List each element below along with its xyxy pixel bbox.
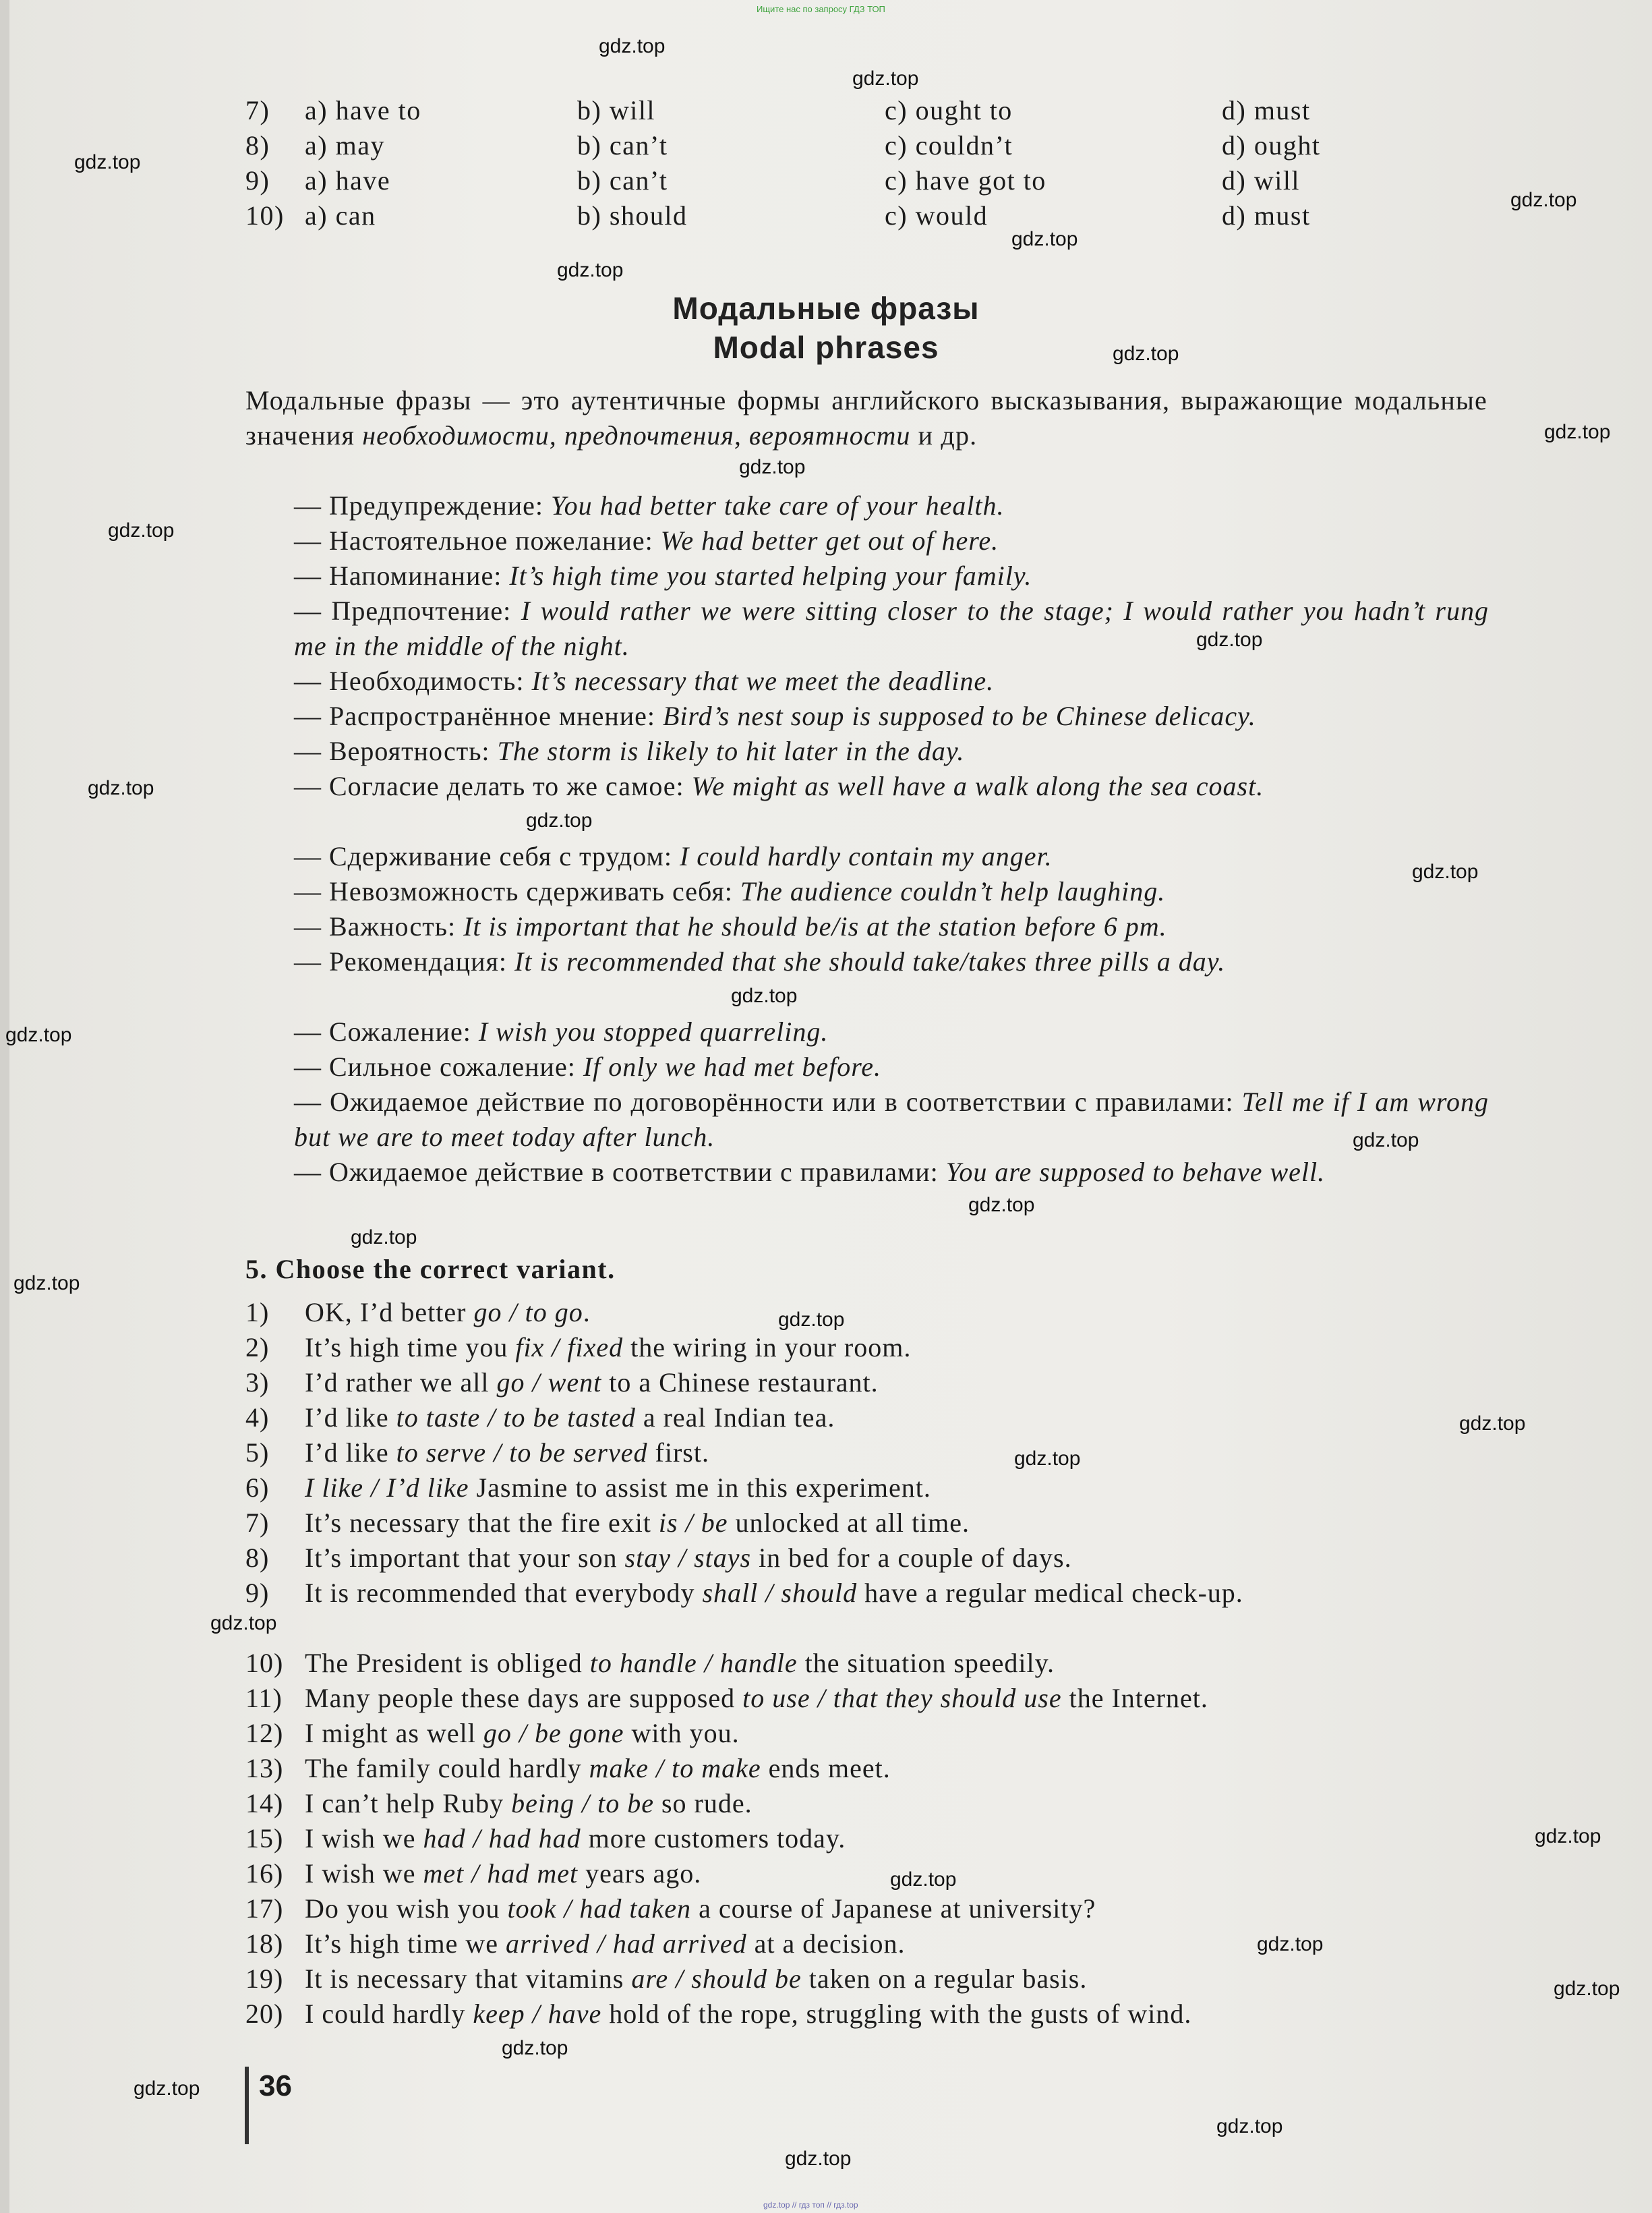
item-number: 15) xyxy=(245,1823,284,1853)
phrase-item xyxy=(294,1014,1489,1050)
exercise-item xyxy=(245,1856,1493,1891)
option-d: d) will xyxy=(1222,165,1301,196)
bottom-banner[interactable]: gdz.top // гдз топ // гдз.top xyxy=(763,2200,858,2210)
phrase-example: You are supposed to behave well. xyxy=(945,1157,1326,1187)
item-text-after: first. xyxy=(655,1437,709,1468)
watermark[interactable]: gdz.top xyxy=(890,1868,957,1891)
phrase-item xyxy=(294,909,1489,944)
option-d: d) ought xyxy=(1222,130,1321,161)
item-text: It’s important that your son xyxy=(305,1543,618,1573)
phrase-label: — Сильное сожаление: xyxy=(294,1052,576,1082)
item-text: I’d like xyxy=(305,1437,389,1468)
watermark[interactable]: gdz.top xyxy=(1113,343,1179,365)
item-text: I’d like xyxy=(305,1402,389,1433)
phrase-label: — Предпочтение: xyxy=(294,596,512,626)
item-text-after: unlocked at all time. xyxy=(735,1507,970,1538)
item-text: Do you wish you xyxy=(305,1893,500,1924)
watermark[interactable]: gdz.top xyxy=(968,1194,1035,1216)
item-text: I might as well xyxy=(305,1718,476,1748)
item-number: 2) xyxy=(245,1332,270,1362)
exercise-item xyxy=(245,1295,1493,1330)
item-text-after: years ago. xyxy=(585,1858,702,1889)
phrase-label: — Согласие делать то же самое: xyxy=(294,771,684,801)
item-options: make / to make xyxy=(589,1753,761,1783)
item-number: 13) xyxy=(245,1753,284,1783)
item-text: It’s high time you xyxy=(305,1332,508,1362)
item-options: took / had taken xyxy=(507,1893,692,1924)
watermark[interactable]: gdz.top xyxy=(1011,228,1078,250)
option-b: b) can’t xyxy=(577,130,668,161)
item-text: I can’t help Ruby xyxy=(305,1788,504,1818)
phrase-example: It is recommended that she should take/takes three pills a day. xyxy=(514,946,1226,977)
phrase-example: I wish you stopped quarreling. xyxy=(478,1016,829,1047)
item-options: is / be xyxy=(658,1507,728,1538)
phrase-example: Bird’s nest soup is supposed to be Chinese delicacy. xyxy=(663,701,1256,731)
item-options: met / had met xyxy=(423,1858,579,1889)
exercise-item xyxy=(245,1470,1493,1505)
phrase-item xyxy=(294,594,1489,664)
phrase-example: It’s necessary that we meet the deadline. xyxy=(531,666,995,696)
item-options: to taste / to be tasted xyxy=(396,1402,636,1433)
phrase-label: — Распространённое мнение: xyxy=(294,701,655,731)
item-text: The President is obliged xyxy=(305,1648,583,1678)
phrase-item xyxy=(294,523,1489,558)
intro-italic: необходимости, предпочтения, вероятности xyxy=(362,420,911,451)
intro-paragraph xyxy=(245,383,1487,453)
option-a: a) can xyxy=(305,200,376,231)
option-d: d) must xyxy=(1222,95,1311,125)
watermark[interactable]: gdz.top xyxy=(1412,861,1479,883)
watermark[interactable]: gdz.top xyxy=(785,2148,852,2170)
option-a: a) may xyxy=(305,130,385,161)
option-b: b) will xyxy=(577,95,656,125)
watermark[interactable]: gdz.top xyxy=(852,67,919,90)
exercise-item xyxy=(245,1961,1493,1996)
item-text: Many people these days are supposed xyxy=(305,1683,736,1713)
watermark[interactable]: gdz.top xyxy=(1216,2115,1283,2137)
phrase-label: — Вероятность: xyxy=(294,736,490,766)
item-options: to serve / to be served xyxy=(396,1437,648,1468)
phrase-label: — Важность: xyxy=(294,911,456,942)
item-options: to handle / handle xyxy=(589,1648,798,1678)
item-options: keep / have xyxy=(473,1999,602,2029)
item-text: It’s high time we xyxy=(305,1928,498,1959)
item-options: stay / stays xyxy=(624,1543,752,1573)
watermark[interactable]: gdz.top xyxy=(526,809,593,832)
item-text-after: the wiring in your room. xyxy=(630,1332,912,1362)
phrase-example: We had better get out of here. xyxy=(660,525,999,556)
item-number: 16) xyxy=(245,1858,284,1889)
task-title: 5. Choose the correct variant. xyxy=(245,1254,616,1284)
exercise-item xyxy=(245,1435,1493,1470)
item-options: being / to be xyxy=(511,1788,654,1818)
item-number: 10) xyxy=(245,1648,284,1678)
item-text: It is necessary that vitamins xyxy=(305,1963,624,1994)
top-banner[interactable]: Ищите нас по запросу ГДЗ ТОП xyxy=(757,4,885,14)
phrase-item xyxy=(294,664,1489,699)
intro-end: и др. xyxy=(918,420,978,451)
item-text-after: at a decision. xyxy=(754,1928,906,1959)
watermark[interactable]: gdz.top xyxy=(599,35,666,57)
option-b: b) should xyxy=(577,200,688,231)
item-text-after: a real Indian tea. xyxy=(643,1402,835,1433)
phrase-example: The storm is likely to hit later in the day. xyxy=(497,736,965,766)
watermark[interactable]: gdz.top xyxy=(778,1309,845,1331)
phrase-example: I would rather we were sitting closer to the stage; I would rather you hadn’t rung me in the middle of the night. xyxy=(294,596,1489,661)
phrase-example: I could hardly contain my anger. xyxy=(679,841,1053,871)
item-text-after: with you. xyxy=(631,1718,740,1748)
item-number: 17) xyxy=(245,1893,284,1924)
watermark[interactable]: gdz.top xyxy=(108,519,175,542)
watermark[interactable]: gdz.top xyxy=(1257,1933,1324,1955)
item-options: I like / I’d like xyxy=(305,1472,469,1503)
item-number: 12) xyxy=(245,1718,284,1748)
phrase-example: If only we had met before. xyxy=(583,1052,882,1082)
item-number: 3) xyxy=(245,1367,270,1398)
item-number: 8) xyxy=(245,1543,270,1573)
phrase-example: We might as well have a walk along the sea coast. xyxy=(691,771,1264,801)
watermark[interactable]: gdz.top xyxy=(731,985,798,1007)
phrase-example: You had better take care of your health. xyxy=(551,490,1005,521)
exercise-item xyxy=(245,1751,1493,1786)
watermark[interactable]: gdz.top xyxy=(1196,629,1263,651)
item-number: 19) xyxy=(245,1963,284,1994)
item-text-after: in bed for a couple of days. xyxy=(759,1543,1072,1573)
item-options: go / went xyxy=(496,1367,602,1398)
section-title-ru: Модальные фразы xyxy=(672,291,980,326)
watermark[interactable]: gdz.top xyxy=(210,1612,277,1634)
item-number: 8) xyxy=(245,130,270,161)
item-options: had / had had xyxy=(423,1823,581,1853)
item-number: 9) xyxy=(245,165,270,196)
item-text: I’d rather we all xyxy=(305,1367,490,1398)
watermark[interactable]: gdz.top xyxy=(1544,421,1611,443)
watermark[interactable]: gdz.top xyxy=(1014,1447,1081,1470)
option-b: b) can’t xyxy=(577,165,668,196)
item-number: 18) xyxy=(245,1928,284,1959)
item-options: arrived / had arrived xyxy=(505,1928,747,1959)
item-text: It is recommended that everybody xyxy=(305,1578,695,1608)
item-text-after: taken on a regular basis. xyxy=(808,1963,1088,1994)
item-text-after: ends meet. xyxy=(768,1753,891,1783)
watermark[interactable]: gdz.top xyxy=(1353,1129,1419,1151)
phrase-label: — Невозможность сдерживать себя: xyxy=(294,876,733,907)
watermark[interactable]: gdz.top xyxy=(1554,1978,1620,2000)
option-c: c) ought to xyxy=(885,95,1013,125)
phrase-item xyxy=(294,874,1489,909)
item-number: 7) xyxy=(245,95,270,125)
watermark[interactable]: gdz.top xyxy=(502,2037,568,2059)
phrase-label: — Напоминание: xyxy=(294,561,502,591)
phrase-item xyxy=(294,1085,1489,1155)
watermark[interactable]: gdz.top xyxy=(739,456,806,478)
item-number: 7) xyxy=(245,1507,270,1538)
phrase-item xyxy=(294,558,1489,594)
exercise-item xyxy=(245,1996,1493,2032)
phrase-label: — Предупреждение: xyxy=(294,490,544,521)
option-a: a) have xyxy=(305,165,391,196)
item-options: fix / fixed xyxy=(515,1332,624,1362)
watermark[interactable]: gdz.top xyxy=(74,151,141,173)
item-options: are / should be xyxy=(631,1963,802,1994)
exercise-item xyxy=(245,1646,1493,1681)
item-options: go / to go xyxy=(473,1297,583,1327)
phrase-item xyxy=(294,1155,1489,1190)
phrase-item xyxy=(294,488,1489,523)
exercise-item xyxy=(245,1400,1493,1435)
watermark[interactable]: gdz.top xyxy=(557,259,624,281)
phrase-label: — Сожаление: xyxy=(294,1016,471,1047)
intro-text: Модальные фразы — это аутентичные формы английского высказывания, выражающие модальные значения xyxy=(245,385,1487,451)
phrase-label: — Ожидаемое действие по договорённости или в соответствии с правилами: xyxy=(294,1087,1234,1117)
item-number: 10) xyxy=(245,200,285,231)
item-number: 6) xyxy=(245,1472,270,1503)
page-number: 36 xyxy=(259,2069,292,2102)
phrase-item xyxy=(294,769,1489,804)
phrase-example: The audience couldn’t help laughing. xyxy=(740,876,1166,907)
item-number: 9) xyxy=(245,1578,270,1608)
item-options: go / be gone xyxy=(483,1718,624,1748)
phrase-label: — Ожидаемое действие в соответствии с правилами: xyxy=(294,1157,939,1187)
watermark[interactable]: gdz.top xyxy=(1459,1412,1526,1435)
watermark[interactable]: gdz.top xyxy=(5,1024,72,1046)
item-number: 14) xyxy=(245,1788,284,1818)
exercise-item xyxy=(245,1541,1493,1576)
item-text-after: so rude. xyxy=(661,1788,753,1818)
watermark[interactable]: gdz.top xyxy=(351,1226,417,1248)
exercise-item xyxy=(245,1716,1493,1751)
item-number: 11) xyxy=(245,1683,283,1713)
option-c: c) have got to xyxy=(885,165,1046,196)
item-number: 5) xyxy=(245,1437,270,1468)
item-text: OK, I’d better xyxy=(305,1297,467,1327)
option-d: d) must xyxy=(1222,200,1311,231)
item-text-after: to a Chinese restaurant. xyxy=(609,1367,879,1398)
item-text-after: a course of Japanese at university? xyxy=(699,1893,1096,1924)
item-text-after: the Internet. xyxy=(1069,1683,1208,1713)
phrase-item xyxy=(294,944,1489,979)
phrase-example: It is important that he should be/is at the station before 6 pm. xyxy=(463,911,1167,942)
option-c: c) couldn’t xyxy=(885,130,1013,161)
item-text: I wish we xyxy=(305,1858,416,1889)
exercise-item xyxy=(245,1821,1493,1856)
exercise-item xyxy=(245,1891,1493,1926)
phrase-item xyxy=(294,839,1489,874)
item-options: to use / that they should use xyxy=(742,1683,1062,1713)
phrase-example: Tell me if I am wrong but we are to meet today after lunch. xyxy=(294,1087,1489,1152)
phrase-label: — Настоятельное пожелание: xyxy=(294,525,653,556)
phrase-item xyxy=(294,1050,1489,1085)
watermark[interactable]: gdz.top xyxy=(1510,189,1577,211)
phrase-item xyxy=(294,699,1489,734)
item-text: The family could hardly xyxy=(305,1753,582,1783)
watermark[interactable]: gdz.top xyxy=(88,777,154,799)
item-number: 1) xyxy=(245,1297,270,1327)
item-number: 20) xyxy=(245,1999,284,2029)
watermark[interactable]: gdz.top xyxy=(13,1272,80,1294)
item-text: I wish we xyxy=(305,1823,416,1853)
exercise-item xyxy=(245,1365,1493,1400)
phrase-example: It’s high time you started helping your family. xyxy=(509,561,1032,591)
watermark[interactable]: gdz.top xyxy=(134,2077,200,2100)
item-text: I could hardly xyxy=(305,1999,466,2029)
item-text: It’s necessary that the fire exit xyxy=(305,1507,651,1538)
phrase-label: — Рекомендация: xyxy=(294,946,508,977)
option-c: c) would xyxy=(885,200,989,231)
footer-rule xyxy=(245,2067,249,2144)
item-text-after: . xyxy=(583,1297,591,1327)
exercise-item xyxy=(245,1576,1487,1611)
exercise-item xyxy=(245,1786,1493,1821)
item-options: shall / should xyxy=(702,1578,858,1608)
item-number: 4) xyxy=(245,1402,270,1433)
item-text-after: hold of the rope, struggling with the gusts of wind. xyxy=(609,1999,1192,2029)
exercise-item xyxy=(245,1505,1493,1541)
option-a: a) have to xyxy=(305,95,421,125)
item-text-after: have a regular medical check-up. xyxy=(864,1578,1243,1608)
item-text-after: Jasmine to assist me in this experiment. xyxy=(476,1472,931,1503)
watermark[interactable]: gdz.top xyxy=(1535,1825,1601,1847)
phrase-item xyxy=(294,734,1489,769)
item-text-after: more customers today. xyxy=(588,1823,846,1853)
item-text-after: the situation speedily. xyxy=(804,1648,1055,1678)
exercise-item xyxy=(245,1681,1493,1716)
phrase-label: — Необходимость: xyxy=(294,666,525,696)
section-title-en: Modal phrases xyxy=(713,330,939,365)
exercise-item xyxy=(245,1330,1493,1365)
phrase-label: — Сдерживание себя с трудом: xyxy=(294,841,672,871)
